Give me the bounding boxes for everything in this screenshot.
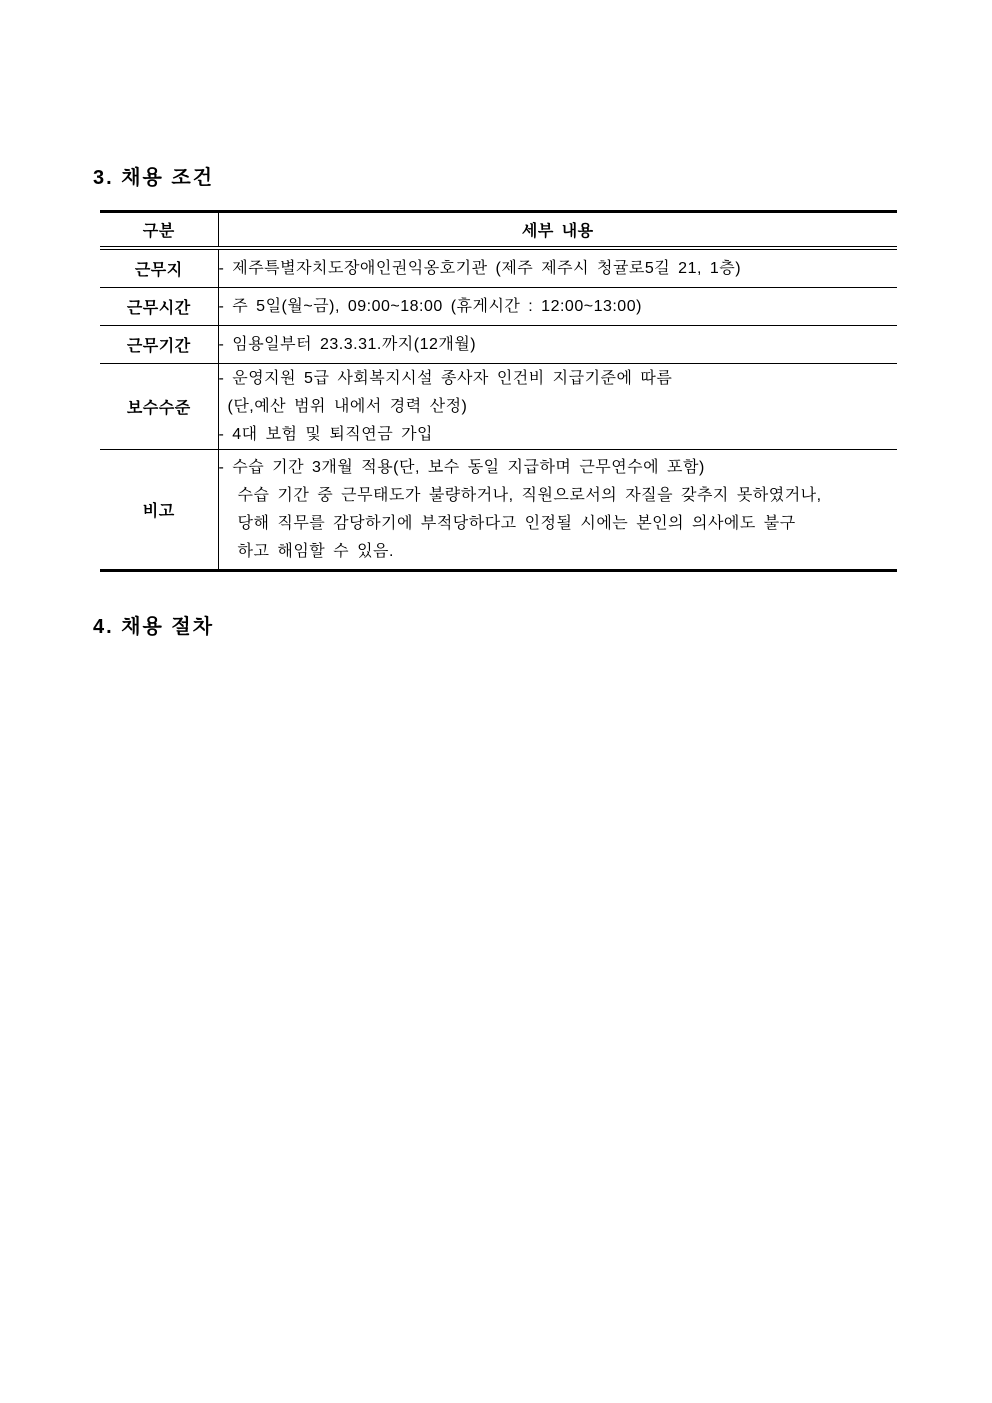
- table-row-workperiod: [100, 326, 897, 364]
- content-line: - 주 5일(월~금), 09:00~18:00 (휴게시간 : 12:00~13:00): [218, 297, 642, 315]
- row-label-workperiod: 근무기간: [100, 326, 218, 364]
- conditions-table: [100, 210, 897, 572]
- table-row-pay: [100, 364, 897, 450]
- row-label-workhours: 근무시간: [100, 288, 218, 326]
- table-header-row: [100, 212, 897, 249]
- row-label-remarks: 비고: [100, 450, 218, 571]
- row-content-pay: [218, 364, 897, 450]
- row-content-workhours: [218, 288, 897, 326]
- content-line: - 4대 보험 및 퇴직연금 가입: [218, 425, 434, 443]
- row-label-pay: 보수수준: [100, 364, 218, 450]
- header-cell-category: 구분: [100, 212, 218, 249]
- row-label-workplace: 근무지: [100, 248, 218, 288]
- content-line: - 임용일부터 23.3.31.까지(12개월): [218, 335, 477, 353]
- content-line: 하고 해임할 수 있음.: [237, 542, 394, 560]
- section-3-heading: 3. 채용 조건: [93, 167, 215, 189]
- row-content-workplace: [218, 248, 897, 288]
- content-line: - 제주특별자치도장애인권익옹호기관 (제주 제주시 청귤로5길 21, 1층): [218, 259, 742, 277]
- content-line: - 수습 기간 3개월 적용(단, 보수 동일 지급하며 근무연수에 포함): [218, 458, 705, 476]
- header-cell-details: 세부 내용: [218, 212, 897, 249]
- conditions-table-wrap: [100, 210, 897, 572]
- row-content-remarks: [218, 450, 897, 571]
- table-row-workplace: [100, 248, 897, 288]
- table-row-workhours: [100, 288, 897, 326]
- content-line: 수습 기간 중 근무태도가 불량하거나, 직원으로서의 자질을 갖추지 못하였거나,: [237, 486, 822, 504]
- content-line: - 운영지원 5급 사회복지시설 종사자 인건비 지급기준에 따름: [218, 369, 673, 387]
- content-line: (단,예산 범위 내에서 경력 산정): [227, 397, 468, 415]
- content-line: 당해 직무를 감당하기에 부적당하다고 인정될 시에는 본인의 의사에도 불구: [237, 514, 796, 532]
- row-content-workperiod: [218, 326, 897, 364]
- section-4-heading: 4. 채용 절차: [93, 616, 215, 638]
- table-row-remarks: [100, 450, 897, 571]
